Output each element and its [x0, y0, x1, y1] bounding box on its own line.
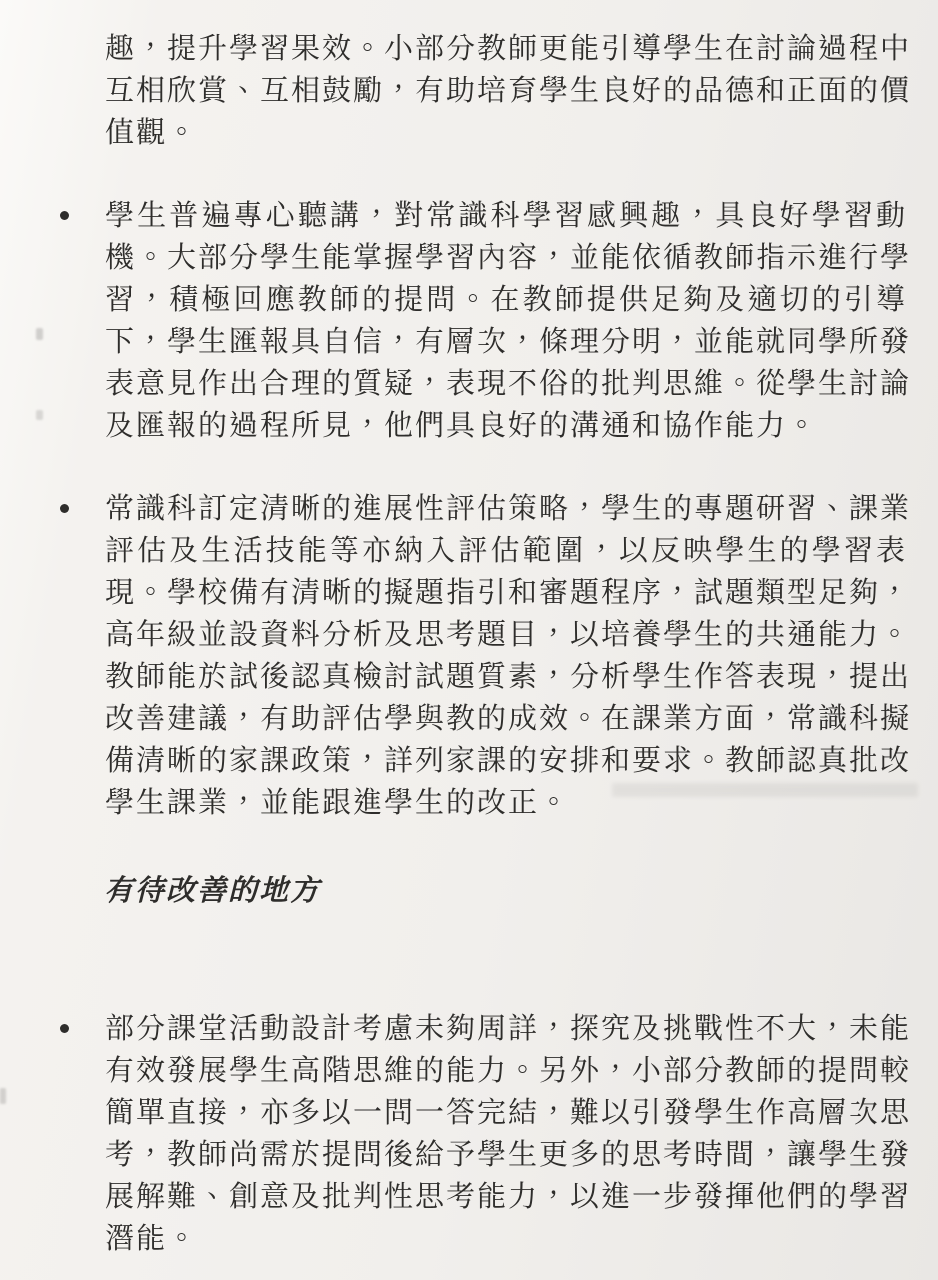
bullet-icon: [60, 504, 69, 513]
text-line: 趣，提升學習果效。小部分教師更能引導學生在討論過程中: [105, 33, 912, 65]
bullet-icon: [60, 1024, 69, 1033]
text-line: 學生普遍專心聽講，對常識科學習感興趣，具良好學習動: [105, 200, 907, 232]
text-line: 習，積極回應教師的提問。在教師提供足夠及適切的引導: [105, 284, 907, 316]
bullet-item-text: [105, 195, 912, 447]
bullet-icon: [60, 211, 69, 220]
text-line: 展解難、創意及批判性思考能力，以進一步發揮他們的學習: [105, 1181, 912, 1213]
bullet-item-text: [105, 488, 912, 824]
bullet-item-lesson-design: [105, 1008, 912, 1260]
text-line: 現。學校備有清晰的擬題指引和審題程序，試題類型足夠，: [105, 577, 912, 609]
text-line: 評估及生活技能等亦納入評估範圍，以反映學生的學習表: [105, 535, 907, 567]
bullet-item-student-learning: [105, 195, 912, 447]
text-line: 常識科訂定清晰的進展性評估策略，學生的專題研習、課業: [105, 493, 912, 525]
text-line: 及匯報的過程所見，他們具良好的溝通和協作能力。: [105, 410, 819, 442]
text-line: 簡單直接，亦多以一問一答完結，難以引發學生作高層次思: [105, 1097, 912, 1129]
text-line: 有效發展學生高階思維的能力。另外，小部分教師的提問較: [105, 1055, 912, 1087]
text-line: 學生課業，並能跟進學生的改正。: [105, 787, 571, 819]
scan-speck-artifact: [36, 410, 43, 420]
text-line: 高年級並設資料分析及思考題目，以培養學生的共通能力。: [105, 619, 912, 651]
section-heading: 有待改善的地方: [104, 875, 322, 907]
text-line: 潛能。: [105, 1223, 199, 1255]
text-line: 下，學生匯報具自信，有層次，條理分明，並能就同學所發: [105, 326, 912, 358]
text-line: 改善建議，有助評估學與教的成效。在課業方面，常識科擬: [105, 703, 912, 735]
text-line: 備清晰的家課政策，詳列家課的安排和要求。教師認真批改: [105, 745, 912, 777]
text-line: 互相欣賞、互相鼓勵，有助培育學生良好的品德和正面的價: [105, 75, 912, 107]
text-line: 考，教師尚需於提問後給予學生更多的思考時間，讓學生發: [105, 1139, 912, 1171]
text-line: 部分課堂活動設計考慮未夠周詳，探究及挑戰性不大，未能: [105, 1013, 912, 1045]
scan-speck-artifact: [0, 1088, 6, 1104]
text-line: 表意見作出合理的質疑，表現不俗的批判思維。從學生討論: [105, 368, 912, 400]
text-line: 值觀。: [105, 117, 199, 149]
scan-speck-artifact: [36, 328, 43, 340]
text-line: 機。大部分學生能掌握學習內容，並能依循教師指示進行學: [105, 242, 912, 274]
text-line: 教師能於試後認真檢討試題質素，分析學生作答表現，提出: [105, 661, 912, 693]
bullet-item-text: [105, 1008, 912, 1260]
bullet-item-assessment: [105, 488, 912, 824]
paragraph-intro-continuation: [105, 28, 912, 154]
